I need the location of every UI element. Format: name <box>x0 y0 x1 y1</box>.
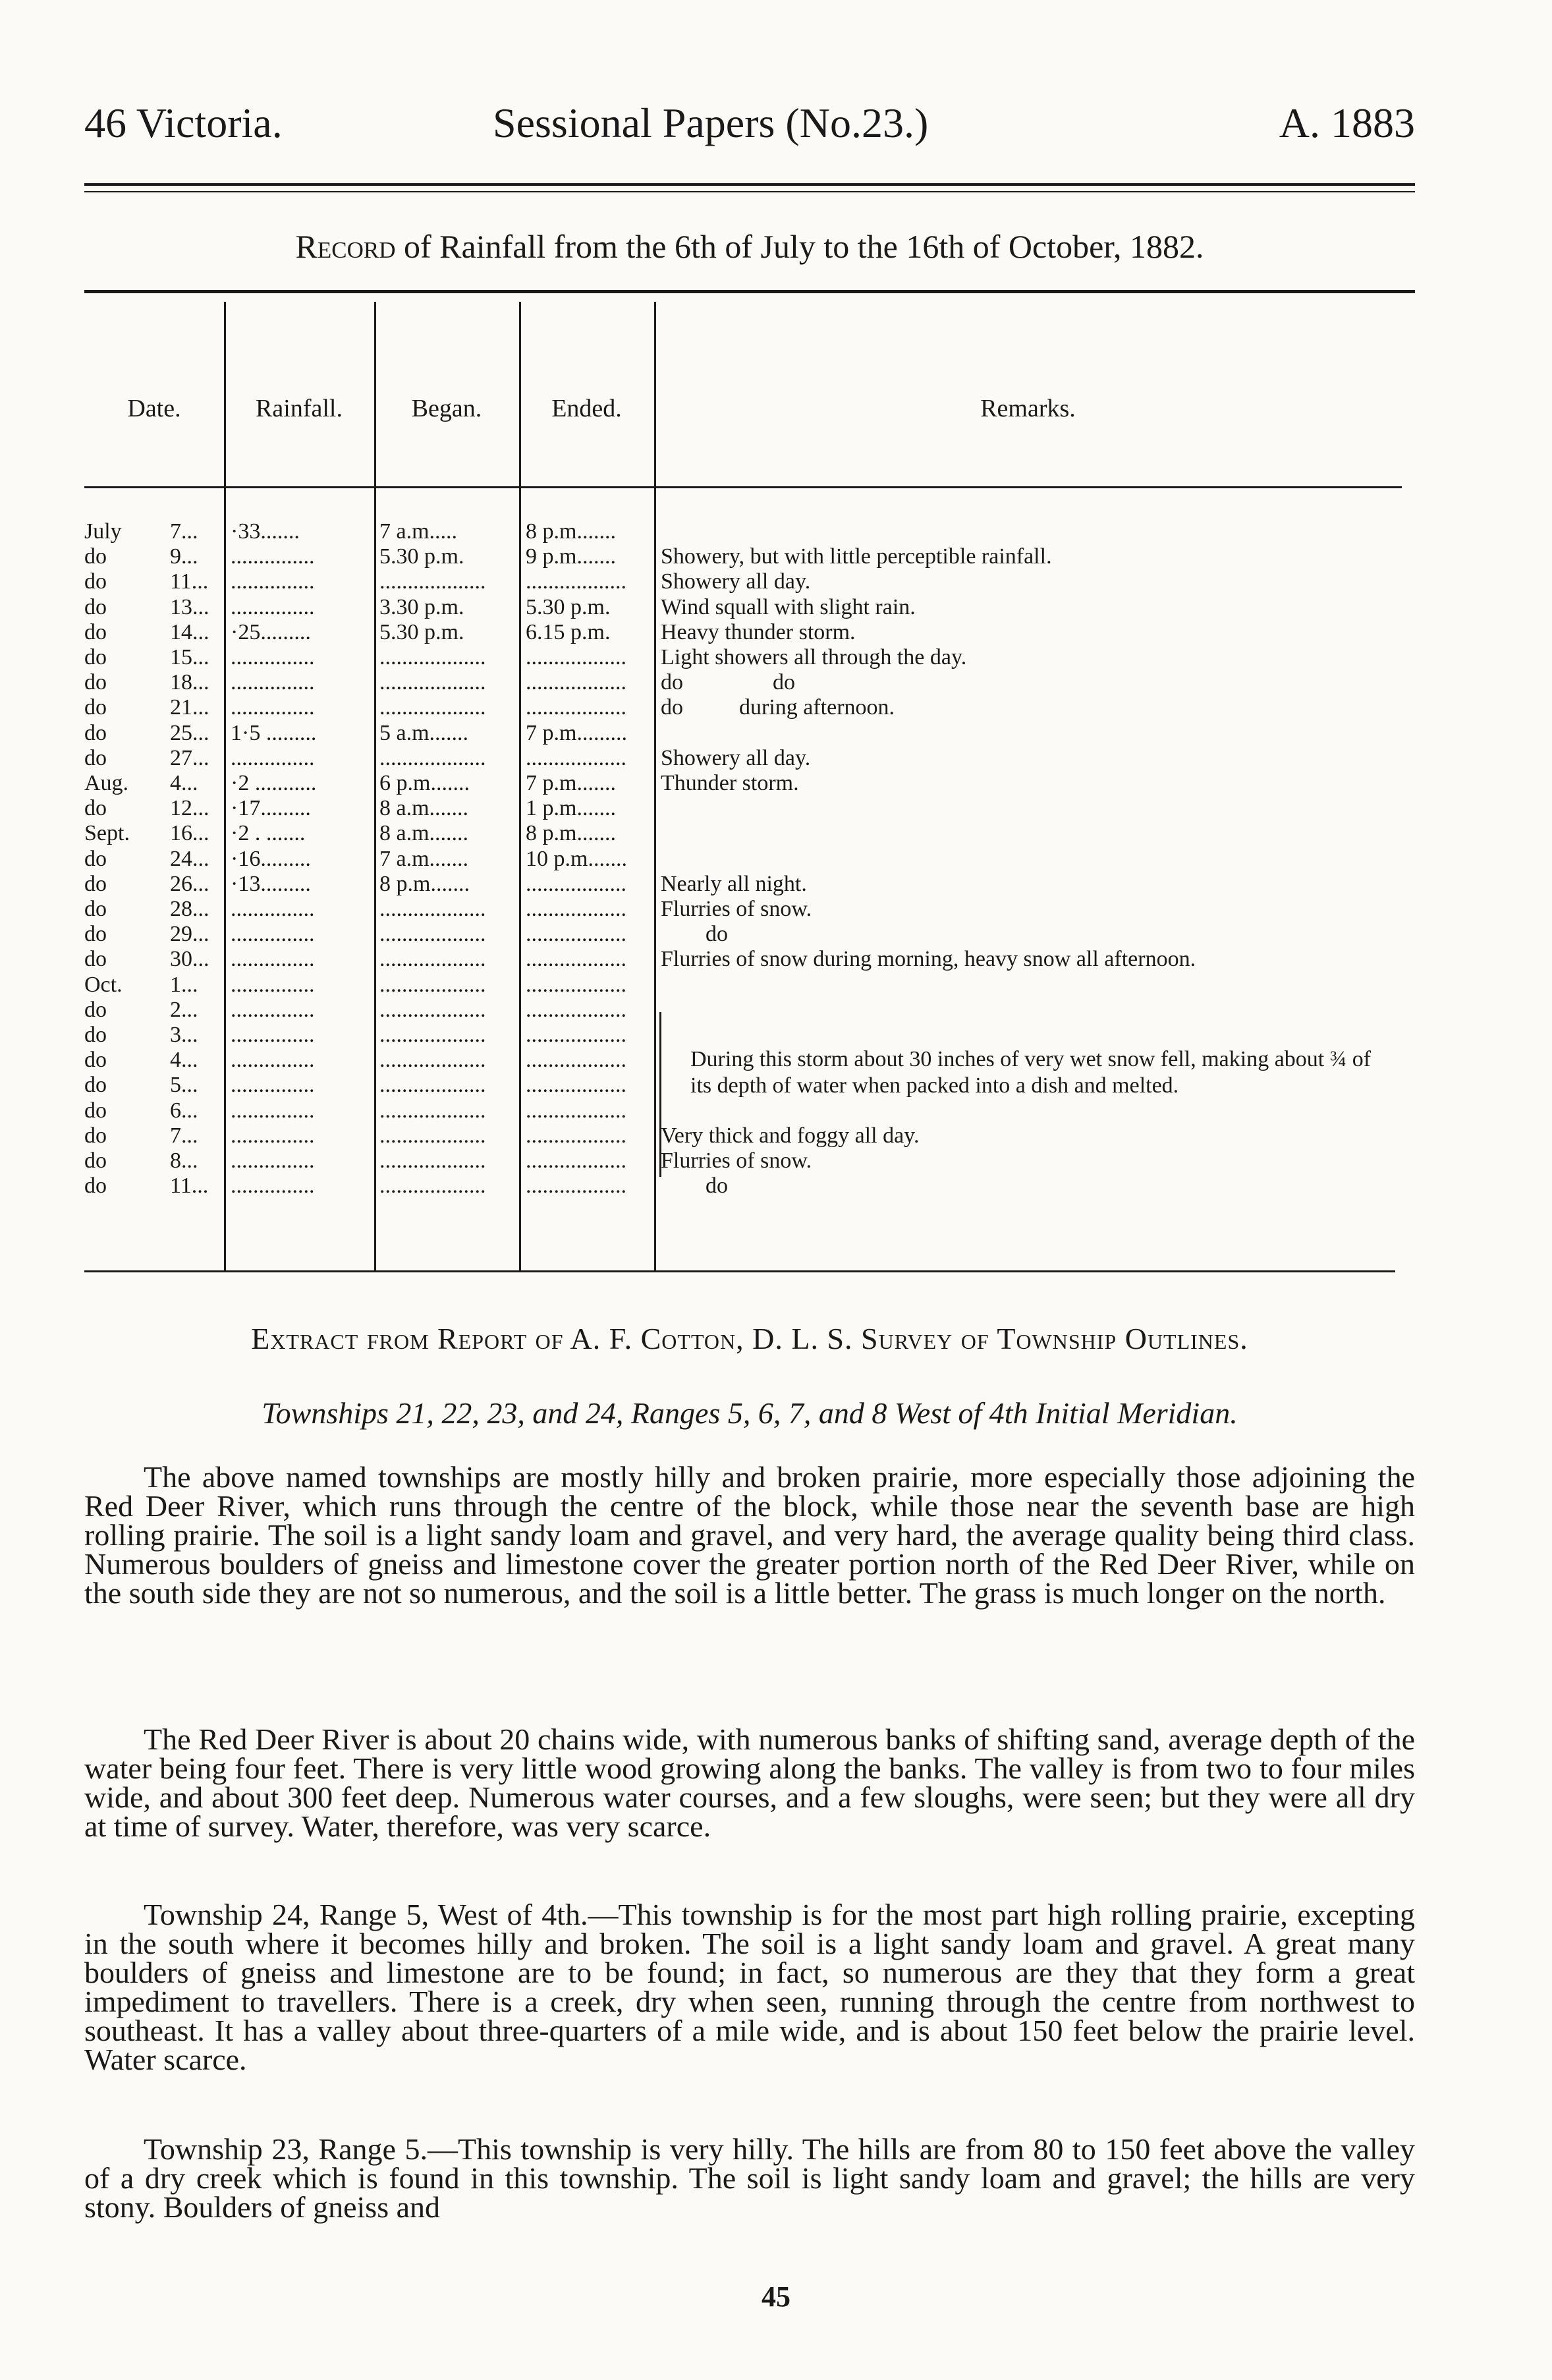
table-row <box>84 872 1402 895</box>
date-month: do <box>84 1098 107 1123</box>
rainfall-cell: ............... <box>231 695 315 720</box>
table-row <box>84 695 1402 718</box>
date-month: do <box>84 947 107 972</box>
header-title: Sessional Papers (No.23.) <box>493 99 929 146</box>
rainfall-cell: ............... <box>231 922 315 947</box>
paragraph: Township 23, Range 5.—This township is very hilly. The hills are from 80 to 150 feet above the valley of a dry creek which is found in this township. The soil is light sandy loam and gravel; the hills are very stony. Boulders of gneiss and <box>84 2132 1415 2224</box>
rainfall-cell: 1·5 ......... <box>231 720 317 745</box>
table-row <box>84 746 1402 769</box>
table-row <box>84 947 1402 970</box>
began-cell: ................... <box>379 1123 486 1148</box>
ended-cell: 7 p.m....... <box>526 771 616 795</box>
date-month: do <box>84 745 107 770</box>
date-day: 9... <box>170 544 198 569</box>
began-cell: ................... <box>379 1073 486 1098</box>
date-day: 6... <box>170 1098 198 1123</box>
rainfall-cell: ·17......... <box>231 796 311 821</box>
ended-cell: .................. <box>526 972 626 997</box>
title-rule <box>84 290 1415 293</box>
date-month: do <box>84 846 107 871</box>
table-row <box>84 1098 1402 1121</box>
date-day: 14... <box>170 619 209 644</box>
began-cell: ................... <box>379 569 486 594</box>
date-day: 3... <box>170 1023 198 1047</box>
date-month: do <box>84 1048 107 1073</box>
remark-cell: do <box>661 922 728 947</box>
date-month: do <box>84 796 107 821</box>
rainfall-cell: ............... <box>231 1098 315 1123</box>
header-rule-bottom <box>84 191 1415 192</box>
date-day: 7... <box>170 1123 198 1148</box>
ended-cell: .................. <box>526 1123 626 1148</box>
header-year: A. 1883 <box>1279 99 1415 146</box>
rainfall-cell: ............... <box>231 594 315 619</box>
remark-cell: do during afternoon. <box>661 695 895 720</box>
date-day: 13... <box>170 594 209 619</box>
remark-cell: Showery, but with little perceptible rainfall. <box>661 544 1052 569</box>
began-cell: ................... <box>379 972 486 997</box>
rainfall-cell: ·2 ........... <box>231 771 317 795</box>
date-month: do <box>84 1123 107 1148</box>
date-day: 7... <box>170 519 198 544</box>
date-month: do <box>84 897 107 921</box>
extract-heading: Extract from Report of A. F. Cotton, D. L. S. Survey of Township Outlines. <box>251 1322 1248 1355</box>
rainfall-cell: ............... <box>231 670 315 695</box>
rainfall-cell: ............... <box>231 1023 315 1047</box>
date-day: 18... <box>170 670 209 695</box>
began-cell: ................... <box>379 745 486 770</box>
brace <box>659 1012 661 1177</box>
date-day: 5... <box>170 1073 198 1098</box>
table-title <box>84 227 1415 266</box>
date-month: do <box>84 1073 107 1098</box>
rainfall-cell: ............... <box>231 997 315 1022</box>
began-cell: ................... <box>379 997 486 1022</box>
date-day: 24... <box>170 846 209 871</box>
began-cell: 5.30 p.m. <box>379 619 464 644</box>
date-day: 2... <box>170 997 198 1022</box>
remark-cell: do do <box>661 670 795 695</box>
date-day: 4... <box>170 1048 198 1073</box>
paragraph: The above named townships are mostly hilly and broken prairie, more especially those adjoining the Red Deer River, which runs through the centre of the block, while those near the seventh base are high rolling prairie. The soil is a light sandy loam and gravel, and very hard, the average quality being third class. Numerous boulders of gneiss and limestone cover the greater portion north of the Red Deer River, while on the south side they are not so numerous, and the soil is a little better. The grass is much longer on the north. <box>84 1460 1415 1610</box>
ended-cell: 5.30 p.m. <box>526 594 611 619</box>
column-header-rainfall: Rainfall. <box>256 395 343 422</box>
began-cell: ................... <box>379 897 486 921</box>
began-cell: 5 a.m....... <box>379 720 469 745</box>
remark-cell: Light showers all through the day. <box>661 645 967 669</box>
began-cell: ................... <box>379 1174 486 1199</box>
table-row <box>84 1174 1402 1197</box>
ended-cell: .................. <box>526 922 626 947</box>
date-day: 1... <box>170 972 198 997</box>
remark-cell: Thunder storm. <box>661 771 799 795</box>
date-month: do <box>84 695 107 720</box>
paragraph: The Red Deer River is about 20 chains wide, with numerous banks of shifting sand, average depth of the water being four feet. There is very little wood growing along the banks. The valley is from two to four miles wide, and about 300 feet deep. Numerous water courses, and a few sloughs, were seen; but they were all dry at time of survey. Water, therefore, was very scarce. <box>84 1722 1415 1843</box>
rainfall-cell: ............... <box>231 1123 315 1148</box>
rainfall-cell: ............... <box>231 1073 315 1098</box>
began-cell: ................... <box>379 645 486 669</box>
ended-cell: 7 p.m......... <box>526 720 627 745</box>
began-cell: 5.30 p.m. <box>379 544 464 569</box>
column-header-date: Date. <box>127 395 181 422</box>
rainfall-table <box>84 302 1402 1290</box>
table-row <box>84 595 1402 618</box>
rainfall-cell: ............... <box>231 1174 315 1199</box>
table-row <box>84 721 1402 744</box>
date-month: do <box>84 997 107 1022</box>
ended-cell: .................. <box>526 1073 626 1098</box>
remark-cell: Flurries of snow during morning, heavy snow all afternoon. <box>661 947 1196 972</box>
date-month: do <box>84 544 107 569</box>
date-month: July <box>84 519 122 544</box>
table-row <box>84 973 1402 996</box>
remark-cell: Wind squall with slight rain. <box>661 594 916 619</box>
ended-cell: .................. <box>526 569 626 594</box>
rainfall-cell: ·13......... <box>231 871 311 896</box>
date-day: 15... <box>170 645 209 669</box>
remark-cell: do <box>661 1174 728 1199</box>
table-row <box>84 1123 1402 1147</box>
date-day: 8... <box>170 1148 198 1173</box>
rainfall-cell: ............... <box>231 645 315 669</box>
header-session: 46 Victoria. <box>84 99 283 146</box>
header-rule-top <box>84 183 1415 186</box>
table-row <box>84 771 1402 794</box>
running-header <box>84 99 1415 158</box>
remark-cell: Flurries of snow. <box>661 897 812 921</box>
began-cell: 3.30 p.m. <box>379 594 464 619</box>
date-day: 11... <box>170 569 209 594</box>
began-cell: ................... <box>379 1048 486 1073</box>
ended-cell: 9 p.m....... <box>526 544 616 569</box>
began-cell: 8 a.m....... <box>379 821 469 846</box>
date-day: 25... <box>170 720 209 745</box>
date-month: Oct. <box>84 972 123 997</box>
began-cell: ................... <box>379 922 486 947</box>
ended-cell: .................. <box>526 871 626 896</box>
rainfall-cell: ·25......... <box>231 619 311 644</box>
rainfall-cell: ·16......... <box>231 846 311 871</box>
began-cell: ................... <box>379 670 486 695</box>
date-month: do <box>84 569 107 594</box>
date-month: do <box>84 1174 107 1199</box>
extract-subheading: Townships 21, 22, 23, and 24, Ranges 5, 6, 7, and 8 West of 4th Initial Meridian. <box>262 1396 1238 1430</box>
began-cell: ................... <box>379 1023 486 1047</box>
table-header-rule <box>84 486 1402 488</box>
paragraph: Township 24, Range 5, West of 4th.—This township is for the most part high rolling prairie, excepting in the south where it becomes hilly and broken. The soil is a light sandy loam and gravel. A great many boulders of gneiss and limestone are to be found; in fact, so numerous are they that they form a great impediment to travellers. There is a creek, dry when seen, running through the centre from northwest to southeast. It has a valley about three-quarters of a mile wide, and is about 150 feet below the prairie level. Water scarce. <box>84 1898 1415 2076</box>
ended-cell: .................. <box>526 1174 626 1199</box>
began-cell: 7 a.m....... <box>379 846 469 871</box>
rainfall-cell: ............... <box>231 947 315 972</box>
ended-cell: .................. <box>526 745 626 770</box>
date-day: 26... <box>170 871 209 896</box>
date-day: 11... <box>170 1174 209 1199</box>
title-lead: Record <box>295 228 396 265</box>
table-row <box>84 847 1402 870</box>
ended-cell: 6.15 p.m. <box>526 619 611 644</box>
ended-cell: .................. <box>526 1148 626 1173</box>
began-cell: ................... <box>379 1148 486 1173</box>
began-cell: 8 a.m....... <box>379 796 469 821</box>
table-bottom-rule <box>84 1270 1395 1272</box>
ended-cell: 10 p.m....... <box>526 846 627 871</box>
date-month: do <box>84 1023 107 1047</box>
date-month: do <box>84 720 107 745</box>
remark-cell: Showery all day. <box>661 569 811 594</box>
table-row <box>84 569 1402 592</box>
rainfall-cell: ............... <box>231 1148 315 1173</box>
date-day: 4... <box>170 771 198 795</box>
began-cell: ................... <box>379 947 486 972</box>
ended-cell: .................. <box>526 897 626 921</box>
rainfall-cell: ·2 . ....... <box>231 821 306 846</box>
ended-cell: .................. <box>526 1023 626 1047</box>
rainfall-cell: ............... <box>231 544 315 569</box>
storm-note: During this storm about 30 inches of very wet snow fell, making about ¾ of its depth of water when packed into a dish and melted. <box>690 1047 1372 1098</box>
table-row <box>84 544 1402 567</box>
table-row <box>84 519 1402 542</box>
date-month: do <box>84 922 107 947</box>
table-row <box>84 998 1402 1021</box>
date-month: do <box>84 619 107 644</box>
page-number: 45 <box>762 2281 790 2313</box>
remark-cell: Nearly all night. <box>661 871 807 896</box>
date-day: 12... <box>170 796 209 821</box>
remark-cell: Heavy thunder storm. <box>661 619 856 644</box>
ended-cell: 8 p.m....... <box>526 519 616 544</box>
ended-cell: .................. <box>526 695 626 720</box>
column-header-ended: Ended. <box>551 395 622 422</box>
table-row <box>84 1023 1402 1046</box>
date-day: 28... <box>170 897 209 921</box>
remark-cell: Flurries of snow. <box>661 1148 812 1173</box>
date-day: 30... <box>170 947 209 972</box>
table-row <box>84 620 1402 643</box>
began-cell: 7 a.m..... <box>379 519 458 544</box>
table-row <box>84 897 1402 920</box>
began-cell: ................... <box>379 1098 486 1123</box>
table-row <box>84 821 1402 844</box>
ended-cell: .................. <box>526 645 626 669</box>
rainfall-cell: ............... <box>231 1048 315 1073</box>
table-row <box>84 1148 1402 1172</box>
began-cell: 6 p.m....... <box>379 771 470 795</box>
column-header-remarks: Remarks. <box>980 395 1076 422</box>
ended-cell: .................. <box>526 1048 626 1073</box>
rainfall-cell: ............... <box>231 972 315 997</box>
date-month: do <box>84 1148 107 1173</box>
remark-cell: Showery all day. <box>661 745 811 770</box>
ended-cell: 8 p.m....... <box>526 821 616 846</box>
table-row <box>84 922 1402 945</box>
date-month: Aug. <box>84 771 129 795</box>
began-cell: ................... <box>379 695 486 720</box>
date-month: Sept. <box>84 821 130 846</box>
date-day: 29... <box>170 922 209 947</box>
ended-cell: .................. <box>526 997 626 1022</box>
ended-cell: 1 p.m....... <box>526 796 616 821</box>
remark-cell: Very thick and foggy all day. <box>661 1123 920 1148</box>
table-row <box>84 645 1402 668</box>
date-month: do <box>84 670 107 695</box>
ended-cell: .................. <box>526 670 626 695</box>
date-month: do <box>84 594 107 619</box>
rainfall-cell: ............... <box>231 897 315 921</box>
title-rest: of Rainfall from the 6th of July to the 16th of October, 1882. <box>404 228 1204 265</box>
began-cell: 8 p.m....... <box>379 871 470 896</box>
rainfall-cell: ............... <box>231 569 315 594</box>
ended-cell: .................. <box>526 1098 626 1123</box>
date-month: do <box>84 871 107 896</box>
rainfall-cell: ............... <box>231 745 315 770</box>
date-day: 21... <box>170 695 209 720</box>
ended-cell: .................. <box>526 947 626 972</box>
table-row <box>84 670 1402 693</box>
date-day: 16... <box>170 821 209 846</box>
table-row <box>84 796 1402 819</box>
date-month: do <box>84 645 107 669</box>
column-header-began: Began. <box>411 395 482 422</box>
rainfall-cell: ·33....... <box>231 519 300 544</box>
date-day: 27... <box>170 745 209 770</box>
